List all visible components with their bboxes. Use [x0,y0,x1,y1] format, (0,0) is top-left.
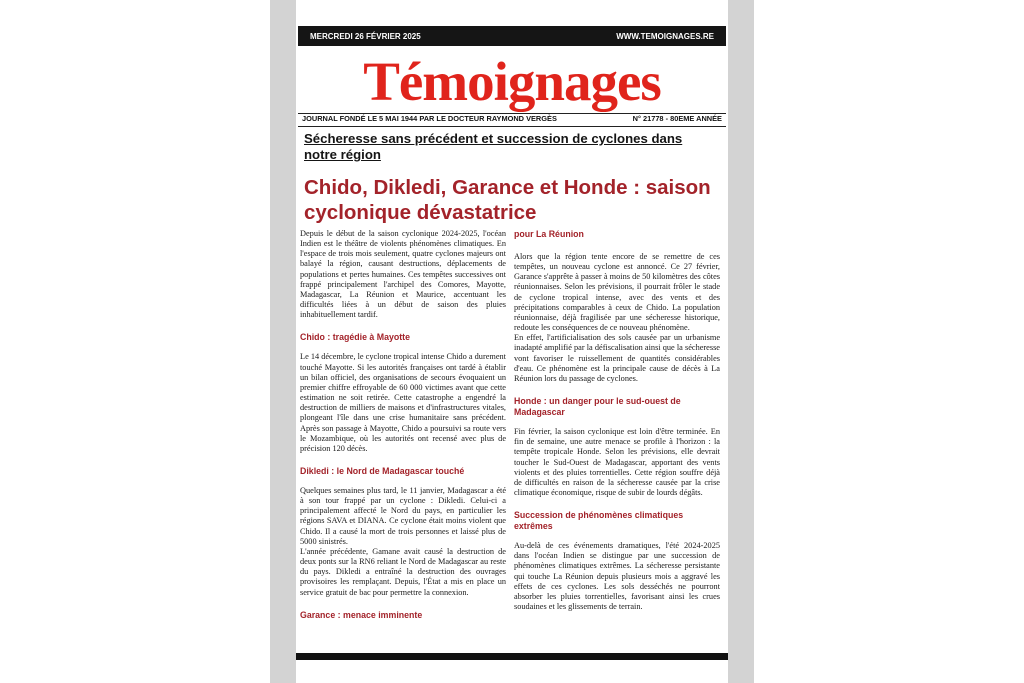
subheading-dikledi: Dikledi : le Nord de Madagascar touché [300,465,465,476]
subheading-succession: Succession de phénomènes climatiques extrêmes [514,510,684,532]
article-column-right [514,229,720,654]
article-kicker: Sécheresse sans précédent et succession de cyclones dans notre région [304,131,683,162]
artificialisation-paragraph: En effet, l'artificialisation des sols causée par un urbanisme inadapté amplifié par la défiscalisation ainsi que la sécheresse vont favoriser le ruissellement de quantités considérables d'eau. Ce phénomène est la principale cause de décès à La Réunion lors du passage de cyclones. [514,333,720,383]
article-headline: Chido, Dikledi, Garance et Honde : saison cyclonique dévastatrice [304,176,711,224]
top-bar [298,26,726,46]
intro-paragraph: Depuis le début de la saison cyclonique 2024-2025, l'océan Indien est le théâtre de violents phénomènes climatiques. En l'espace de trois mois seulement, quatre cyclones majeurs ont balayé la région, causant destructions, déplacements de populations et pertes humaines. Ces tempêtes successives ont frappé principalement l'archipel des Comores, Mayotte, Madagascar, La Réunion et Maurice, accentuant les difficultés liées à un début de saison des pluies inhabituellement tardif. [300,229,506,320]
left-gray-margin [270,0,296,683]
founded-text: JOURNAL FONDÉ LE 5 MAI 1944 PAR LE DOCTEUR RAYMOND VERGÈS [302,114,557,123]
subheading-chido: Chido : tragédie à Mayotte [300,332,410,343]
founding-line [298,114,726,126]
issue-date: MERCREDI 26 FÉVRIER 2025 [310,31,421,41]
garance-paragraph: Alors que la région tente encore de se remettre de ces tempêtes, un nouveau cyclone est annoncé. Ce 27 février, Garance s'apprête à passer à moins de 50 kilomètres des côtes réunionnaises. Selon les prévisions, il pourrait frôler le stade de cyclone tropical intense, avec des vents et des précipitations comparables à ceux de Chido. La population réunionnaise, déjà fragilisée par une sécheresse historique, redoute les conséquences de ce nouveau phénomène. [514,252,720,333]
subheading-honde: Honde : un danger pour le sud-ouest de Madagascar [514,396,681,418]
chido-paragraph: Le 14 décembre, le cyclone tropical intense Chido a durement touché Mayotte. Si les autorités françaises ont tardé à établir un bilan officiel, des organisations de secours évoquaient un premier chiffre effroyable de 60 000 victimes avant que cette estimation ne soit retirée. Cette catastrophe a engendré la destruction de milliers de maisons et d'infrastructures vitales, plongeant l'île dans une crise humanitaire sans précédent. Après son passage à Mayotte, Chido a poursuivi sa route vers le Mozambique, où les autorités ont recensé avec plus de précision 120 décès. [300,352,506,453]
newspaper-page [296,0,728,660]
website-url: WWW.TEMOIGNAGES.RE [616,31,714,41]
subheading-garance-continued: pour La Réunion [514,229,584,239]
issue-number: N° 21778 - 80EME ANNÉE [632,114,722,123]
right-gray-margin [728,0,754,683]
subheading-garance: Garance : menace imminente [300,609,423,620]
succession-paragraph: Au-delà de ces événements dramatiques, l'été 2024-2025 dans l'océan Indien se distingue par une succession de phénomènes climatiques extrêmes. La sécheresse persistante qui touche La Réunion depuis plusieurs mois a aggravé les effets de ces cyclones. Les sols desséchés ne pourront absorber les pluies torrentielles, favorisant ainsi les crues soudaines et les glissements de terrain. [514,541,720,612]
masthead-logo: Témoignages [363,51,661,112]
honde-paragraph: Fin février, la saison cyclonique est loin d'être terminée. En fin de semaine, une autre menace se profile à l'horizon : la tempête tropicale Honde. Selon les prévisions, elle devrait toucher le Sud-Ouest de Madagascar, apportant des vents violents et des pluies torrentielles. Cette région souffre déjà de difficultés en raison de la sécheresse causée par la crise climatique économique, risque de subir de lourds dégâts. [514,427,720,497]
divider [298,126,726,127]
article-column-left [300,229,506,654]
dikledi-paragraph: Quelques semaines plus tard, le 11 janvier, Madagascar a été à son tour frappé par un cyclone : Dikledi. Celui-ci a principalement affecté le Nord du pays, en particulier les régions SAVA et DIANA. Ce cyclone était moins violent que Chido. Il a causé la mort de trois personnes et laissé plus de 5000 sinistrés. [300,485,506,546]
gamane-paragraph: L'année précédente, Gamane avait causé la destruction de deux ponts sur la RN6 reliant le Nord de Madagascar au reste du pays. Dikledi a entraîné la destruction des ouvrages provisoires les remplaçant. Depuis, l'État a mis en place un service gratuit de bac pour permettre la connexion. [300,546,506,597]
